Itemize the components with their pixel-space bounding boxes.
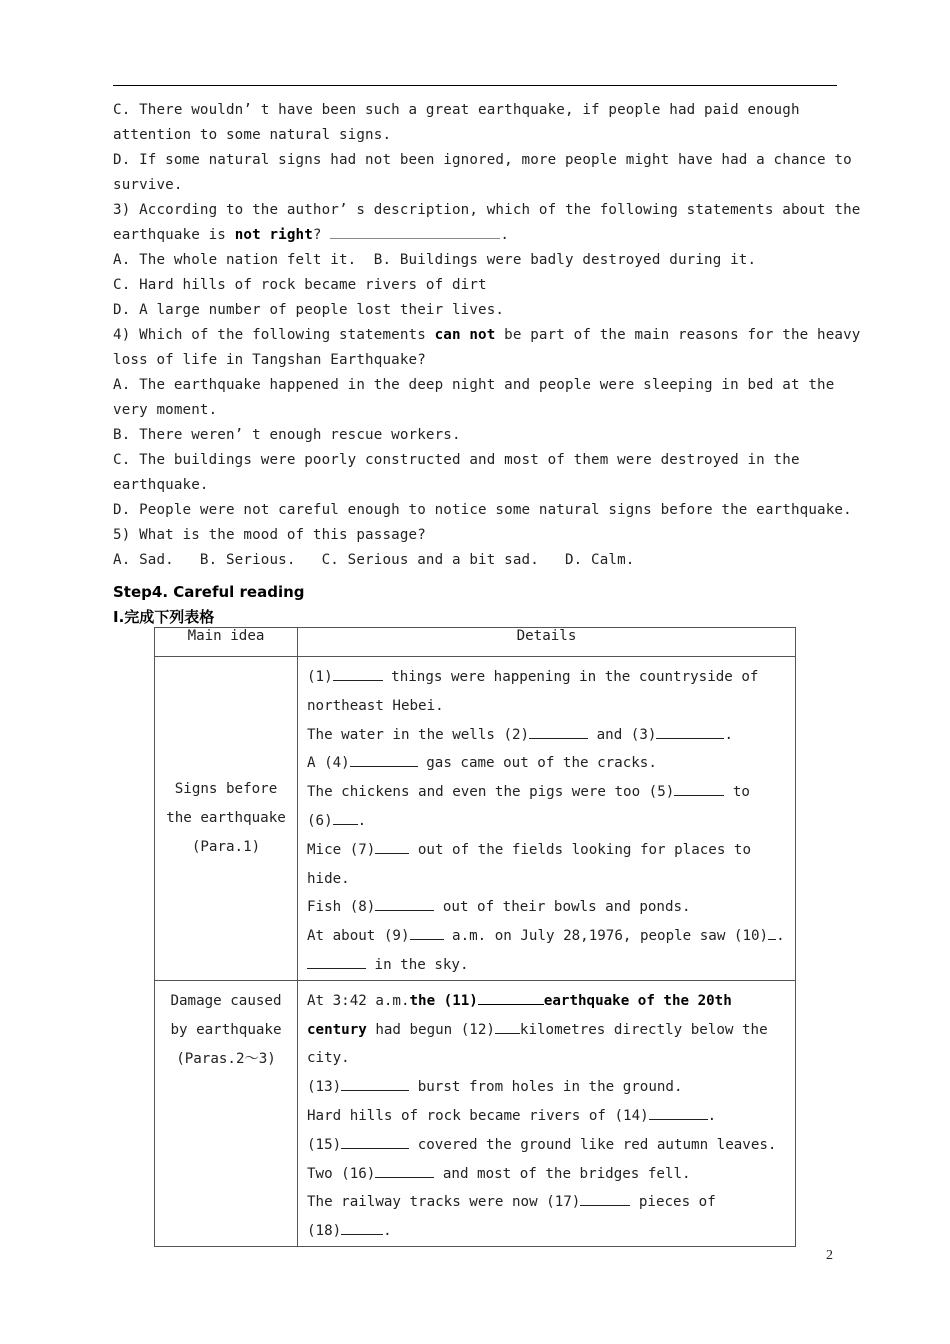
details-cell [298, 657, 796, 981]
detail-text: kilometres directly below the [519, 1021, 768, 1038]
detail-line [307, 1131, 795, 1160]
detail-text: At 3:42 a.m. [307, 992, 410, 1009]
detail-text: a.m. on July 28,1976, people saw (10) [443, 928, 769, 945]
q3-option-ab: A. The whole nation felt it. B. Buildings were badly destroyed during it. [113, 252, 757, 268]
main-idea-line: Damage caused [170, 992, 282, 1009]
document-body [113, 98, 861, 626]
answer-blank[interactable] [768, 924, 776, 940]
q4-emphasis: can not [434, 327, 496, 343]
answer-blank[interactable] [375, 1162, 434, 1178]
main-idea-cell [155, 980, 298, 1246]
detail-line: hide. [307, 870, 350, 887]
answer-blank[interactable] [330, 223, 500, 239]
detail-line [307, 1016, 795, 1045]
detail-text: out of the fields looking for places to [409, 841, 752, 858]
main-idea-line: (Para.1) [191, 838, 261, 855]
detail-text: (18) [307, 1223, 342, 1240]
detail-text: (13) [307, 1079, 342, 1096]
main-idea-line: (Paras.2～3) [176, 1050, 276, 1067]
detail-line [307, 1160, 795, 1189]
detail-text: . [357, 812, 367, 829]
detail-text: Mice (7) [307, 841, 376, 858]
detail-line [307, 922, 795, 951]
detail-text: The chickens and even the pigs were too (5) [307, 784, 675, 801]
detail-text: things were happening in the countryside of [382, 669, 759, 685]
detail-text: pieces of [630, 1194, 716, 1211]
answer-blank[interactable] [649, 1104, 708, 1120]
question-3-line2: earthquake is not right? . [113, 223, 837, 248]
section-heading: I.完成下列表格 [113, 608, 215, 626]
q3-text: earthquake is [113, 227, 235, 243]
q4-text-post: be part of the main reasons for the heavy [495, 327, 861, 343]
answer-blank[interactable] [333, 665, 383, 681]
q4-option-c2: earthquake. [113, 477, 209, 493]
table-row [155, 657, 796, 981]
detail-text: . [724, 726, 733, 743]
header-details: Details [298, 628, 796, 657]
answer-blank[interactable] [495, 1018, 520, 1034]
detail-text: and (3) [588, 726, 657, 743]
main-idea-cell [155, 657, 298, 981]
table-header-row [155, 628, 796, 657]
detail-line [307, 721, 795, 750]
detail-text: . [383, 1223, 392, 1240]
detail-line [307, 987, 795, 1016]
q4-option-c1: C. The buildings were poorly constructed and most of them were destroyed in the [113, 452, 800, 468]
detail-line [307, 749, 795, 778]
option-c-line2: attention to some natural signs. [113, 127, 392, 143]
question-3-line1: 3) According to the author’ s description, which of the following statements about the [113, 202, 861, 218]
detail-text: . [707, 1107, 717, 1124]
detail-text: in the sky. [366, 956, 469, 973]
detail-line [307, 807, 795, 836]
detail-text: and most of the bridges fell. [434, 1165, 691, 1182]
answer-blank[interactable] [410, 924, 444, 940]
detail-text: had begun (12) [366, 1021, 495, 1038]
answer-blank[interactable] [580, 1190, 630, 1206]
detail-line [307, 951, 795, 980]
question-4-line2: loss of life in Tangshan Earthquake? [113, 352, 426, 368]
detail-text: (6) [307, 812, 333, 829]
detail-text: to [724, 784, 750, 801]
q4-option-a1: A. The earthquake happened in the deep night and people were sleeping in bed at the [113, 377, 835, 393]
option-d-line2: survive. [113, 177, 183, 193]
header-rule [113, 85, 837, 86]
detail-line [307, 836, 795, 865]
answer-blank[interactable] [341, 1219, 383, 1235]
detail-text: covered the ground like red autumn leaves. [409, 1136, 777, 1153]
main-idea-line: Signs before [174, 780, 278, 797]
q3-option-c: C. Hard hills of rock became rivers of dirt [113, 277, 487, 293]
q3-text-post: ? [312, 227, 331, 243]
detail-text-bold: earthquake of the 20th [543, 992, 732, 1009]
detail-text: Two (16) [307, 1165, 376, 1182]
detail-text: out of their bowls and ponds. [434, 899, 691, 916]
blank-num: (1) [307, 669, 333, 685]
answer-blank[interactable] [375, 838, 409, 854]
answer-blank[interactable] [350, 751, 418, 767]
question-4-line1 [113, 323, 861, 348]
detail-text: (15) [307, 1136, 342, 1153]
answer-blank[interactable] [674, 780, 724, 796]
header-main-idea: Main idea [155, 628, 298, 657]
detail-text: gas came out of the cracks. [417, 755, 657, 772]
detail-text: At about (9) [307, 928, 410, 945]
answer-blank[interactable] [333, 809, 358, 825]
detail-line [307, 893, 795, 922]
detail-text: . [776, 928, 785, 945]
main-idea-line: the earthquake [166, 809, 286, 826]
detail-text: The water in the wells (2) [307, 726, 530, 743]
q3-emphasis: not right [234, 227, 313, 243]
detail-line [307, 663, 795, 692]
option-c-line1: C. There wouldn’ t have been such a great earthquake, if people had paid enough [113, 102, 800, 118]
answer-blank[interactable] [341, 1133, 409, 1149]
detail-text: burst from holes in the ground. [409, 1079, 683, 1096]
detail-line [307, 1073, 795, 1102]
question-5: 5) What is the mood of this passage? [113, 527, 426, 543]
detail-text: Hard hills of rock became rivers of (14) [307, 1107, 649, 1124]
detail-line [307, 1102, 795, 1131]
answer-blank[interactable] [478, 989, 544, 1005]
detail-text-bold: the (11) [409, 992, 478, 1009]
q4-option-b: B. There weren’ t enough rescue workers. [113, 427, 461, 443]
answer-blank[interactable] [341, 1075, 409, 1091]
option-d-line1: D. If some natural signs had not been ignored, more people might have had a chance to [113, 152, 852, 168]
detail-line [307, 778, 795, 807]
table-row [155, 980, 796, 1246]
detail-text: Fish (8) [307, 899, 376, 916]
detail-line [307, 1217, 795, 1246]
answer-blank[interactable] [529, 723, 588, 739]
q4-text: 4) Which of the following statements [113, 327, 435, 343]
detail-text: The railway tracks were now (17) [307, 1194, 581, 1211]
detail-line: city. [307, 1050, 350, 1067]
detail-text-bold: century [307, 1021, 367, 1038]
main-idea-line: by earthquake [170, 1021, 282, 1038]
detail-line [307, 1188, 795, 1217]
detail-text: A (4) [307, 755, 350, 772]
reading-table [154, 627, 796, 1247]
q4-option-a2: very moment. [113, 402, 218, 418]
q4-option-d: D. People were not careful enough to notice some natural signs before the earthquake. [113, 502, 852, 518]
page-number: 2 [826, 1248, 833, 1263]
answer-blank[interactable] [307, 953, 366, 969]
details-cell [298, 980, 796, 1246]
q5-options: A. Sad. B. Serious. C. Serious and a bit sad. D. Calm. [113, 552, 635, 568]
q3-option-d: D. A large number of people lost their lives. [113, 302, 505, 318]
step4-heading: Step4. Careful reading [113, 583, 305, 601]
answer-blank[interactable] [656, 723, 724, 739]
answer-blank[interactable] [375, 895, 434, 911]
detail-line: northeast Hebei. [307, 697, 444, 714]
